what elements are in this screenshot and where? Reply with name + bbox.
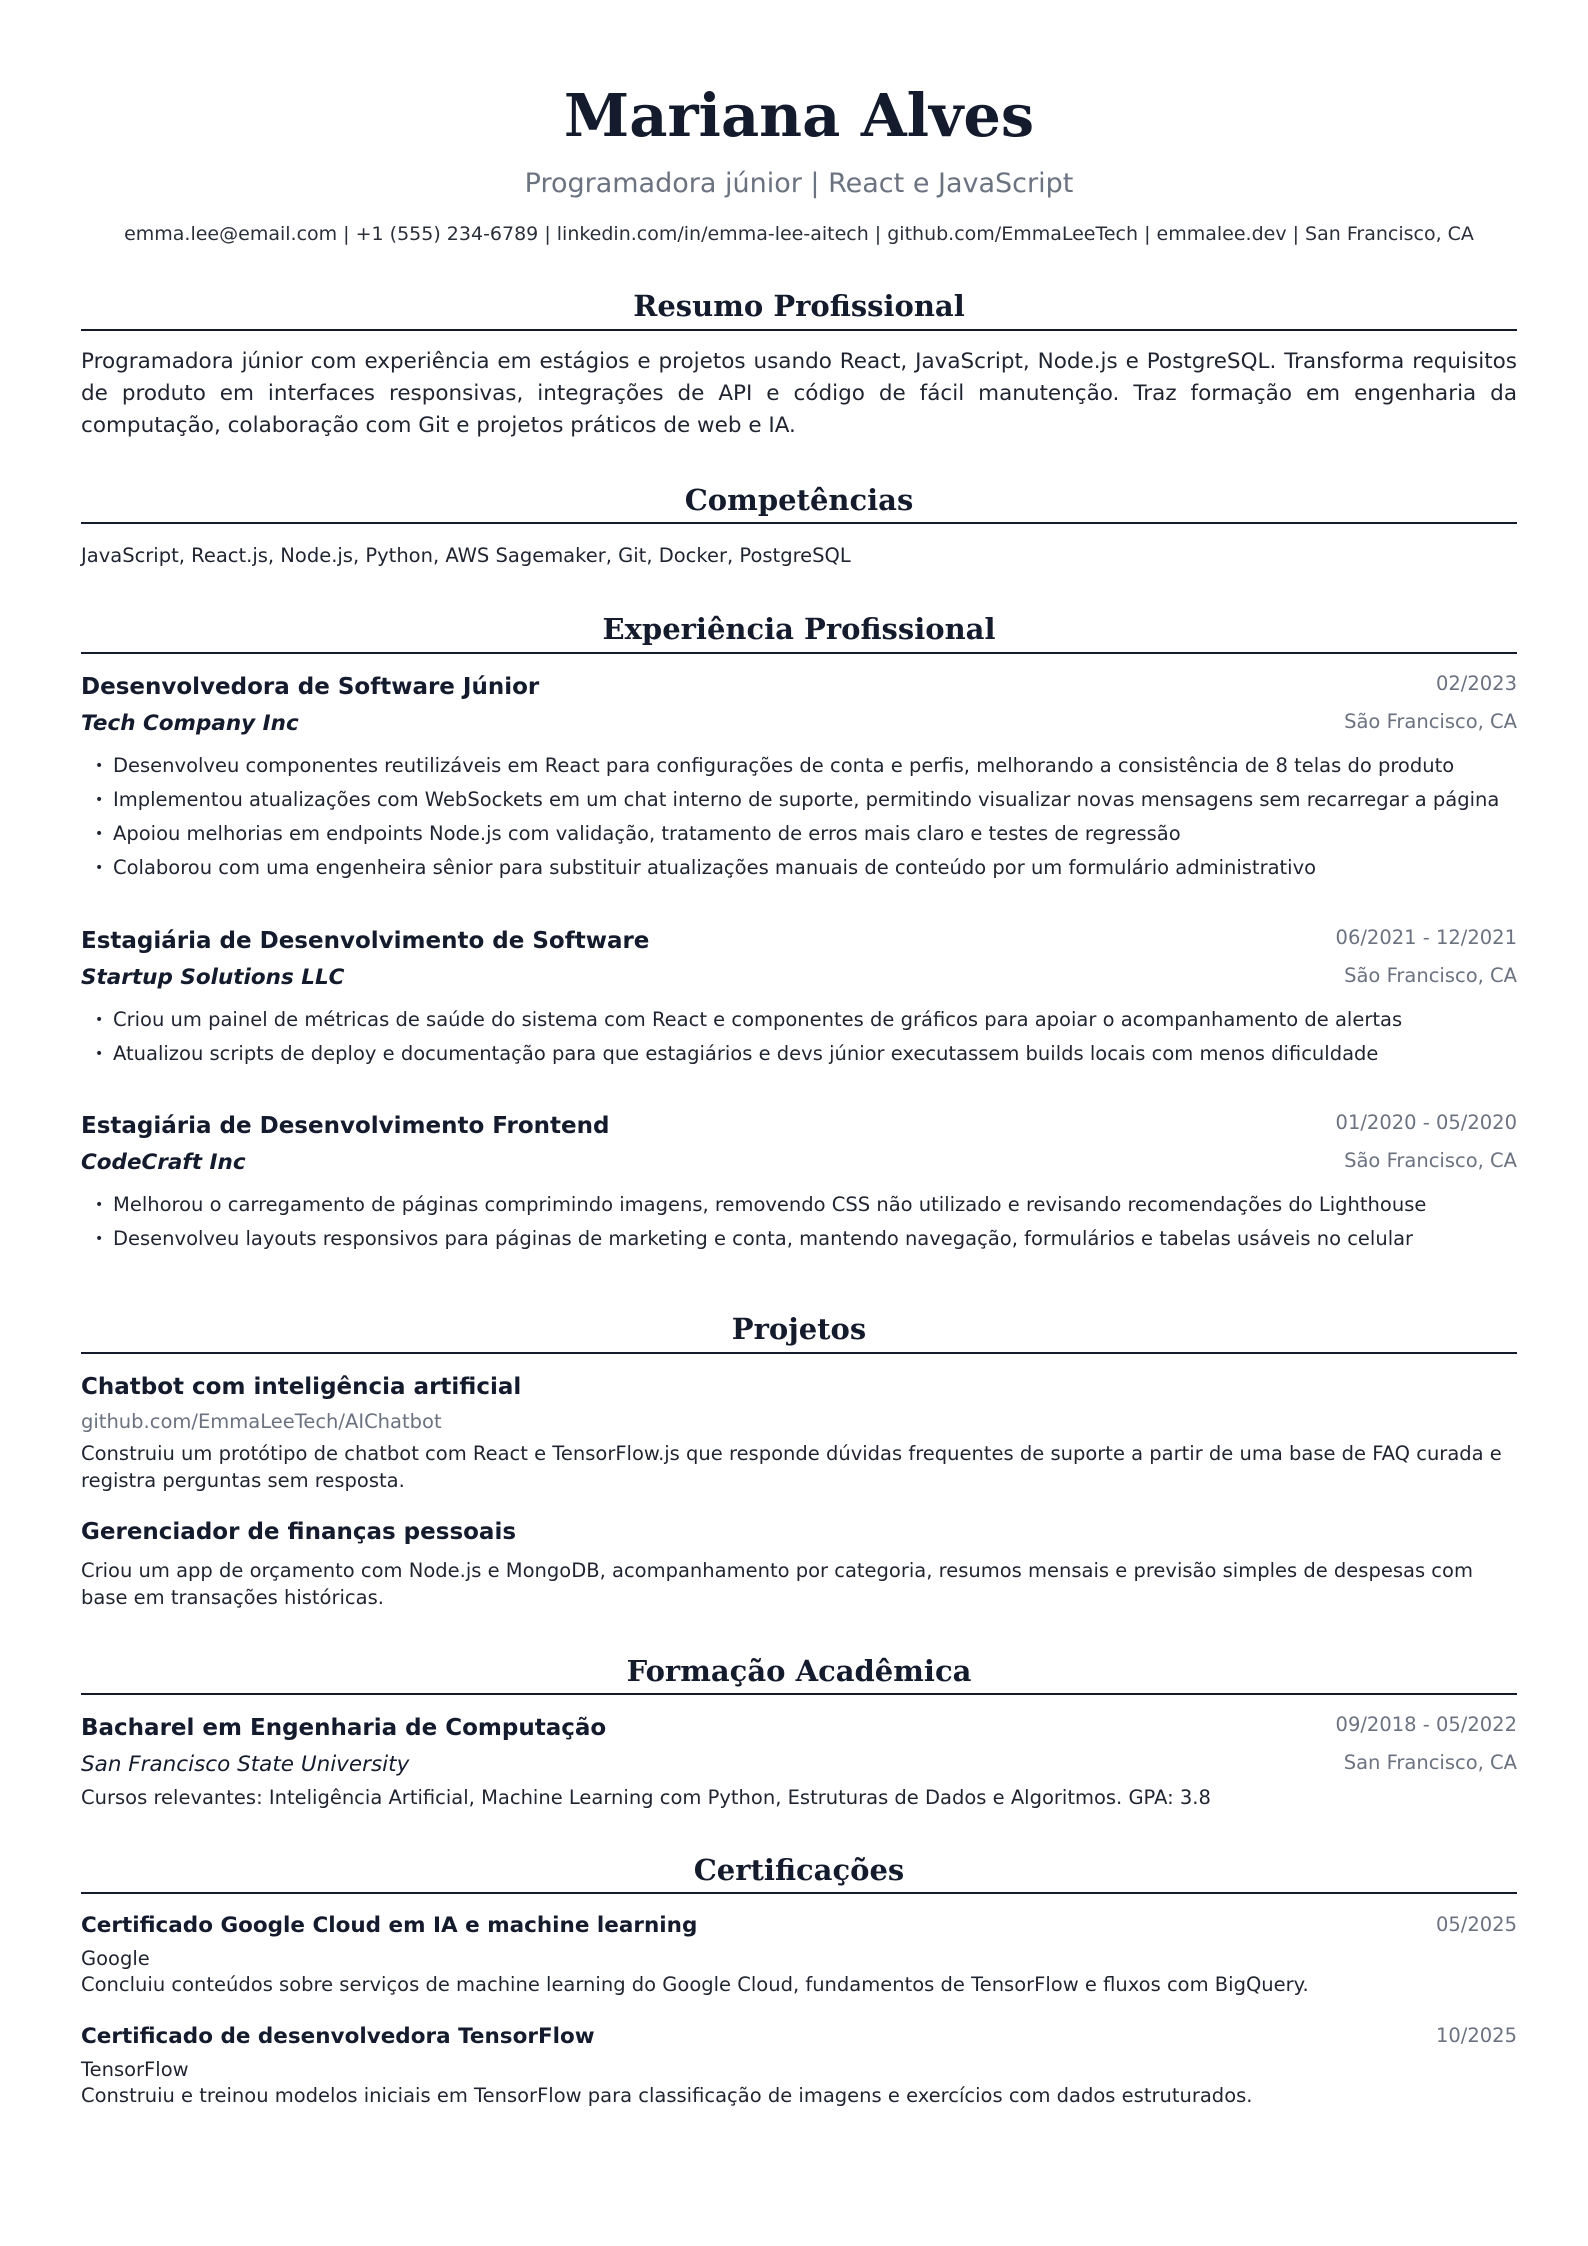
summary-text: Programadora júnior com experiência em estágios e projetos usando React, JavaScript, Node.js e PostgreSQL. Transforma requisitos de produto em interfaces responsivas, integrações de API e código de fácil manutenção. Traz formação em engenharia da computação, colaboração com Git e projetos práticos de web e IA. (81, 349, 1517, 438)
section-divider (81, 652, 1517, 654)
section-divider (81, 1693, 1517, 1695)
certification-title: Certificado de desenvolvedora TensorFlow (81, 2024, 595, 2049)
list-item: • Desenvolveu componentes reutilizáveis em React para configurações de conta e perfis, melhorando a consistência de 8 telas do produto (81, 749, 1517, 783)
section-divider (81, 1892, 1517, 1894)
certification-date: 05/2025 (1435, 1913, 1517, 1936)
job-company: Tech Company Inc (81, 711, 299, 736)
school-name: San Francisco State University (81, 1752, 410, 1777)
certification-issuer: TensorFlow (81, 2058, 189, 2081)
job-date: 06/2021 - 12/2021 (1335, 926, 1517, 949)
certification-description: Concluiu conteúdos sobre serviços de machine learning do Google Cloud, fundamentos de TensorFlow e fluxos com BigQuery. (81, 1973, 1309, 1996)
certification-description: Construiu e treinou modelos iniciais em TensorFlow para classificação de imagens e exercícios com dados estruturados. (81, 2084, 1253, 2107)
degree-title: Bacharel em Engenharia de Computação (81, 1715, 607, 1741)
section-title-projects: Projetos (731, 1312, 867, 1346)
contact-line: emma.lee@email.com | +1 (555) 234-6789 | linkedin.com/in/emma-lee-aitech | github.com/EmmaLeeTech | emmalee.dev | San Francisco, CA (124, 223, 1474, 245)
job-location: São Francisco, CA (1344, 710, 1517, 733)
job-title: Desenvolvedora de Software Júnior (81, 674, 540, 700)
certification-title: Certificado Google Cloud em IA e machine learning (81, 1913, 698, 1938)
list-item: • Atualizou scripts de deploy e documentação para que estagiários e devs júnior executassem builds locais com menos dificuldade (81, 1037, 1517, 1071)
job-bullets (81, 749, 1517, 885)
project-title: Gerenciador de finanças pessoais (81, 1519, 517, 1545)
job-location: São Francisco, CA (1344, 964, 1517, 987)
project-title: Chatbot com inteligência artificial (81, 1374, 522, 1400)
section-title-certifications: Certificações (693, 1853, 905, 1887)
school-location: San Francisco, CA (1343, 1751, 1517, 1774)
section-divider (81, 329, 1517, 331)
section-title-skills: Competências (684, 483, 914, 517)
candidate-headline: Programadora júnior | React e JavaScript (524, 168, 1074, 199)
certification-issuer: Google (81, 1947, 150, 1970)
project-description: Construiu um protótipo de chatbot com React e TensorFlow.js que responde dúvidas frequentes de suporte a partir de uma base de FAQ curada e registra perguntas sem resposta. (81, 1442, 1502, 1492)
list-item: • Colaborou com uma engenheira sênior para substituir atualizações manuais de conteúdo por um formulário administrativo (81, 851, 1517, 885)
job-location: São Francisco, CA (1344, 1149, 1517, 1172)
section-title-experience: Experiência Profissional (602, 612, 996, 646)
list-item: • Criou um painel de métricas de saúde do sistema com React e componentes de gráficos para apoiar o acompanhamento de alertas (81, 1003, 1517, 1037)
education-details: Cursos relevantes: Inteligência Artificial, Machine Learning com Python, Estruturas de Dados e Algoritmos. GPA: 3.8 (81, 1786, 1211, 1809)
job-title: Estagiária de Desenvolvimento Frontend (81, 1113, 610, 1139)
section-title-summary: Resumo Profissional (633, 289, 965, 323)
section-divider (81, 522, 1517, 524)
skills-list: JavaScript, React.js, Node.js, Python, AWS Sagemaker, Git, Docker, PostgreSQL (81, 544, 851, 567)
job-date: 01/2020 - 05/2020 (1335, 1111, 1517, 1134)
project-description: Criou um app de orçamento com Node.js e MongoDB, acompanhamento por categoria, resumos mensais e previsão simples de despesas com base em transações históricas. (81, 1559, 1473, 1609)
job-bullets (81, 1188, 1517, 1256)
list-item: • Apoiou melhorias em endpoints Node.js com validação, tratamento de erros mais claro e testes de regressão (81, 817, 1517, 851)
job-company: CodeCraft Inc (81, 1150, 246, 1175)
project-link[interactable]: github.com/EmmaLeeTech/AIChatbot (81, 1410, 442, 1433)
job-company: Startup Solutions LLC (81, 965, 345, 990)
list-item: • Implementou atualizações com WebSockets em um chat interno de suporte, permitindo visualizar novas mensagens sem recarregar a página (81, 783, 1517, 817)
list-item: • Desenvolveu layouts responsivos para páginas de marketing e conta, mantendo navegação, formulários e tabelas usáveis no celular (81, 1222, 1517, 1256)
section-title-education: Formação Acadêmica (626, 1654, 972, 1688)
certification-date: 10/2025 (1435, 2024, 1517, 2047)
job-bullets (81, 1003, 1517, 1071)
section-divider (81, 1352, 1517, 1354)
job-title: Estagiária de Desenvolvimento de Software (81, 928, 650, 954)
candidate-name: Mariana Alves (563, 81, 1035, 150)
job-date: 02/2023 (1435, 672, 1517, 695)
list-item: • Melhorou o carregamento de páginas comprimindo imagens, removendo CSS não utilizado e revisando recomendações do Lighthouse (81, 1188, 1517, 1222)
education-date: 09/2018 - 05/2022 (1335, 1713, 1517, 1736)
